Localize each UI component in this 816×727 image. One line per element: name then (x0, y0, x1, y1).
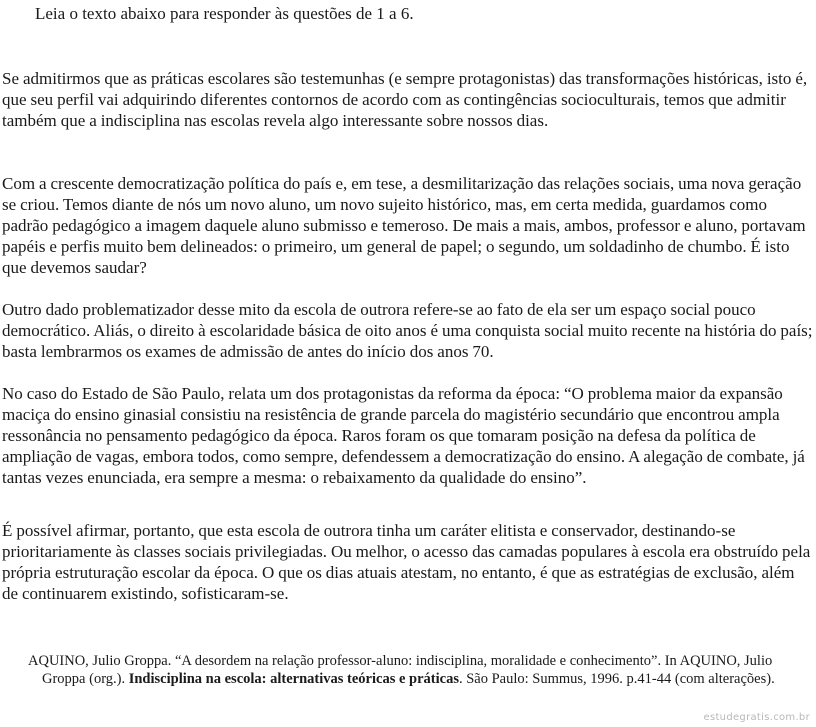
reference-book-title: Indisciplina na escola: alternativas teóricas e práticas (128, 671, 459, 687)
reference-org: Groppa (org.). (42, 671, 126, 687)
bibliographic-reference (28, 652, 814, 688)
paragraph-2: Com a crescente democratização política do país e, em tese, a desmilitarização das relações sociais, uma nova geração se criou. Temos diante de nós um novo aluno, um novo sujeito histórico, mas, em certa medida, guardamos como padrão pedagógico a imagem daquele aluno submisso e temeroso. De mais a mais, ambos, professor e aluno, portavam papéis e perfis muito bem delineados: o primeiro, um general de papel; o segundo, um soldadinho de chumbo. É isto que devemos saudar? (2, 174, 806, 277)
reference-line-1: AQUINO, Julio Groppa. “A desordem na relação professor-aluno: indisciplina, moralidade e conhecimento”. In AQUINO, Julio (28, 653, 773, 669)
paragraph-3: Outro dado problematizador desse mito da escola de outrora refere-se ao fato de ela ser um espaço social pouco democrático. Aliás, o direito à escolaridade básica de oito anos é uma conquista social muito recente na história do país; basta lembrarmos os exames de admissão de antes do início dos anos 70. (2, 300, 813, 361)
paragraph-4: No caso do Estado de São Paulo, relata um dos protagonistas da reforma da época: “O problema maior da expansão maciça do ensino ginasial consistiu na resistência de grande parcela do magistério secundário que encontrou ampla ressonância no pensamento pedagógico da época. Raros foram os que tomaram posição na defesa da política de ampliação de vagas, embora todos, como sempre, defendessem a democratização do ensino. A alegação de combate, já tantas vezes enunciada, era sempre a mesma: o rebaixamento da qualidade do ensino”. (2, 384, 805, 487)
site-watermark: estudegratis.com.br (703, 712, 810, 723)
paragraph-5: É possível afirmar, portanto, que esta escola de outrora tinha um caráter elitista e conservador, destinando-se prioritariamente às classes sociais privilegiadas. Ou melhor, o acesso das camadas populares à escola era obstruído pela própria estruturação escolar da época. O que os dias atuais atestam, no entanto, é que as estratégias de exclusão, além de continuarem existindo, sofisticaram-se. (2, 521, 811, 603)
reference-line-2 (28, 670, 814, 688)
paragraph-1: Se admitirmos que as práticas escolares são testemunhas (e sempre protagonistas) das transformações históricas, isto é, que seu perfil vai adquirindo diferentes contornos de acordo com as contingências socioculturais, temos que admitir também que a indisciplina nas escolas revela algo interessante sobre nossos dias. (2, 69, 808, 130)
instruction-text: Leia o texto abaixo para responder às questões de 1 a 6. (35, 4, 414, 23)
reference-publisher: . São Paulo: Summus, 1996. p.41-44 (com alterações). (458, 671, 775, 687)
